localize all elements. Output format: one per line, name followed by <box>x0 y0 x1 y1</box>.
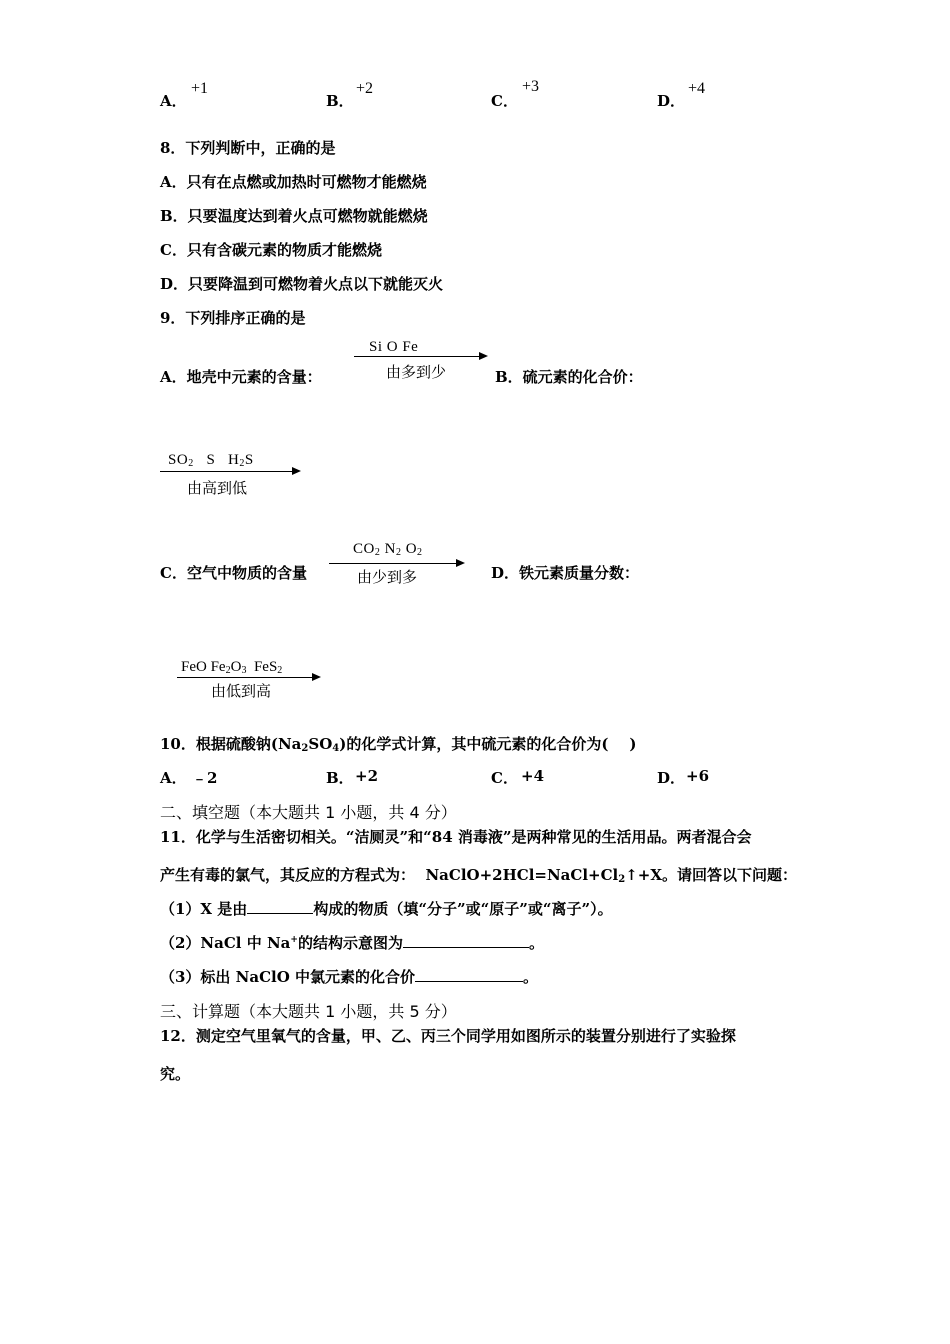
section-heading-fill-in: 二、填空题（本大题共 1 小题，共 4 分） <box>160 803 457 822</box>
q7-option-d-label: D． <box>657 92 686 110</box>
q9-stem: 9．下列排序正确的是 <box>160 309 306 327</box>
q10-stem: 10．根据硫酸钠$(Na_2SO_4)$的化学式计算，其中硫元素的化合价为( ) <box>160 735 637 754</box>
q7-option-a-label: A． <box>160 92 187 110</box>
q10-option-d-label: D． <box>657 769 686 787</box>
q9-a-sequence: Si O Fe <box>369 339 419 355</box>
q10-option-a-value: ﹣2 <box>192 769 218 787</box>
q9-d-direction: 由低到高 <box>211 682 272 700</box>
q9-a-arrow-line <box>354 356 480 357</box>
q9-c-sequence: $CO_2$ $N_2$ $O_2$ <box>353 541 423 558</box>
q7-option-c-value: +3 <box>522 78 540 95</box>
q10-option-a-label: A． <box>160 769 187 787</box>
q9-option-a-label: A．地壳中元素的含量： <box>160 368 322 386</box>
q10-option-b-value: +2 <box>355 767 379 785</box>
q7-option-b-label: B． <box>326 92 354 110</box>
q12-line-2: 究。 <box>160 1065 191 1083</box>
answer-blank[interactable] <box>247 913 313 914</box>
q8-option-a: A．只有在点燃或加热时可燃物才能燃烧 <box>160 173 427 191</box>
q9-b-direction: 由高到低 <box>187 479 248 497</box>
q7-option-d-value: +4 <box>688 80 706 97</box>
q9-option-b-label: B．硫元素的化合价： <box>495 368 643 386</box>
q8-option-d: D．只要降温到可燃物着火点以下就能灭火 <box>160 275 444 293</box>
q9-option-d-label: D．铁元素质量分数： <box>491 564 640 582</box>
q11-part-3: （3）标出 NaClO 中氯元素的化合价 。 <box>160 968 539 986</box>
q10-option-c-label: C． <box>491 769 518 787</box>
section-heading-calculation: 三、计算题（本大题共 1 小题，共 5 分） <box>160 1002 457 1021</box>
q7-option-b-value: +2 <box>356 80 374 97</box>
q9-d-sequence: FeO $Fe_2O_3$ FeS$_2$ <box>181 659 283 676</box>
q11-line-2: 产生有毒的氯气，其反应的方程式为： $NaClO+2HCl=NaCl+Cl_2↑+X$。请回答以下问题： <box>160 866 797 885</box>
q11-line-1: 11．化学与生活密切相关。“洁厕灵”和“84 消毒液”是两种常见的生活用品。两者混合会 <box>160 828 752 846</box>
q12-line-1: 12．测定空气里氧气的含量，甲、乙、丙三个同学用如图所示的装置分别进行了实验探 <box>160 1027 736 1045</box>
q9-a-direction: 由多到少 <box>386 363 447 381</box>
arrow-head-icon <box>312 673 321 681</box>
arrow-head-icon <box>479 352 488 360</box>
q10-option-d-value: +6 <box>686 767 710 785</box>
q9-d-arrow-line <box>177 677 313 678</box>
q11-part-2: （2）NaCl 中 Na+的结构示意图为 。 <box>160 934 544 952</box>
q8-option-c: C．只有含碳元素的物质才能燃烧 <box>160 241 382 259</box>
q9-c-direction: 由少到多 <box>357 568 418 586</box>
answer-blank[interactable] <box>415 981 523 982</box>
q9-c-arrow-line <box>329 563 457 564</box>
arrow-head-icon <box>292 467 301 475</box>
q7-option-a-value: +1 <box>191 80 209 97</box>
arrow-head-icon <box>456 559 465 567</box>
q9-b-sequence: $SO_2$ S $H_2S$ <box>168 452 254 469</box>
q10-option-c-value: +4 <box>521 767 545 785</box>
q7-option-c-label: C． <box>491 92 518 110</box>
q9-b-arrow-line <box>160 471 293 472</box>
q11-part-1: （1）X 是由 构成的物质（填“分子”或“原子”或“离子”）。 <box>160 900 613 918</box>
q8-option-b: B．只要温度达到着火点可燃物就能燃烧 <box>160 207 428 225</box>
answer-blank[interactable] <box>403 947 529 948</box>
q10-option-b-label: B． <box>326 769 354 787</box>
q9-option-c-label: C．空气中物质的含量 <box>160 564 307 582</box>
q8-stem: 8．下列判断中，正确的是 <box>160 139 336 157</box>
